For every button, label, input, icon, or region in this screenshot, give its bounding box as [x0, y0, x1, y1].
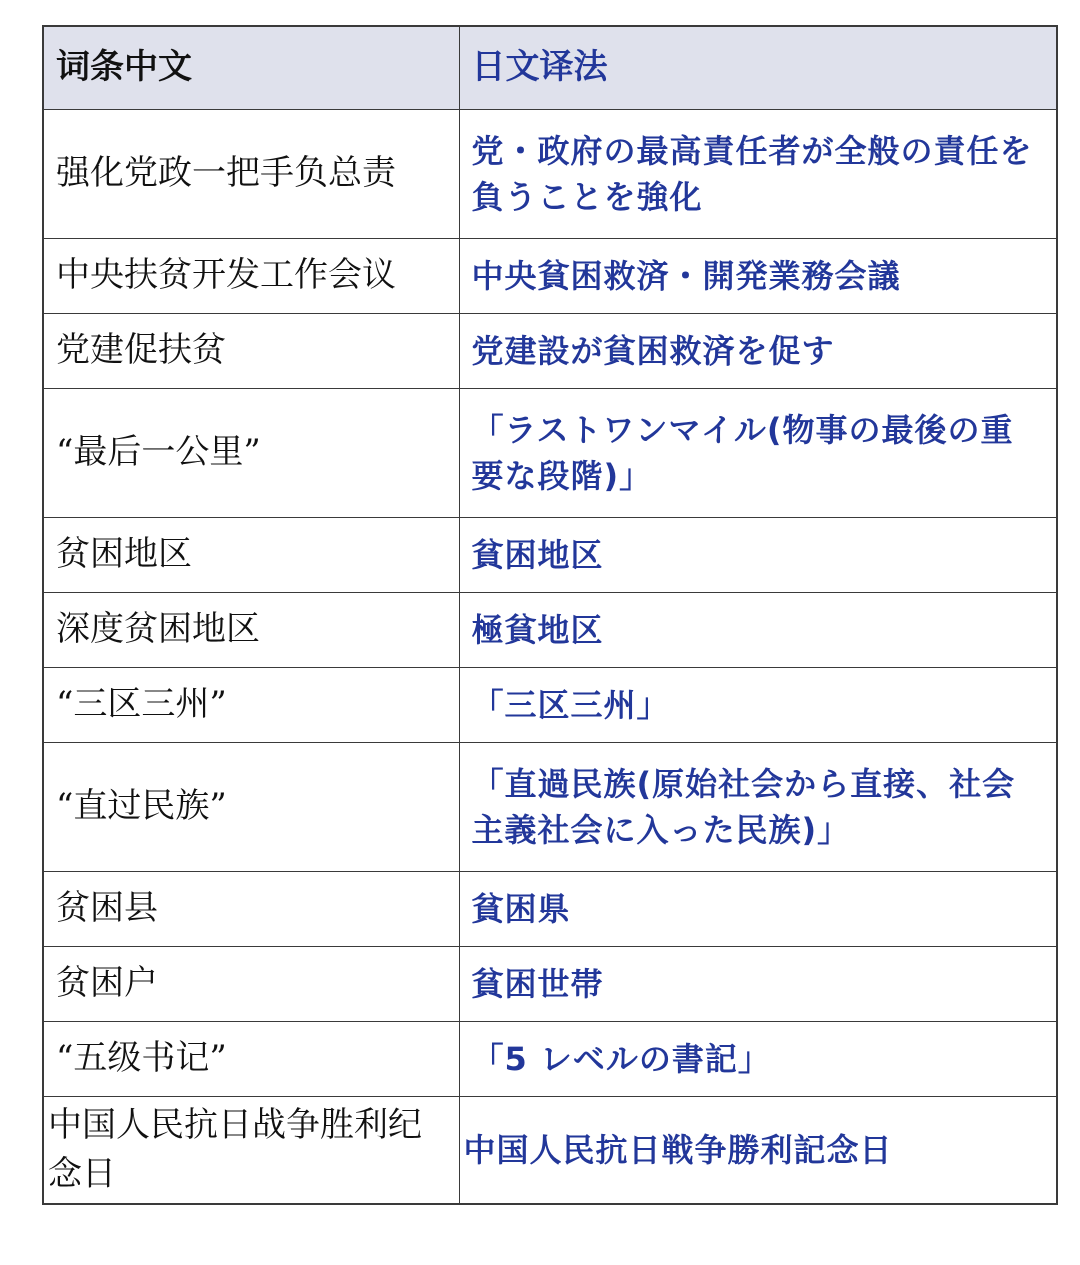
- japanese-translation-cell: 貧困県: [459, 872, 1057, 947]
- table-row: [43, 593, 1057, 668]
- table-row: [43, 743, 1057, 872]
- japanese-translation-cell: 党建設が貧困救済を促す: [459, 314, 1057, 389]
- chinese-term-cell: 强化党政一把手负总责: [43, 110, 459, 239]
- table-row: [43, 947, 1057, 1022]
- chinese-term-cell: 贫困户: [43, 947, 459, 1022]
- japanese-translation-cell: 「ラストワンマイル(物事の最後の重要な段階)」: [459, 389, 1057, 518]
- japanese-translation-cell: 貧困世帯: [459, 947, 1057, 1022]
- table-row: [43, 872, 1057, 947]
- japanese-translation-cell: 中央貧困救済・開発業務会議: [459, 239, 1057, 314]
- chinese-term-cell: 中央扶贫开发工作会议: [43, 239, 459, 314]
- chinese-term-cell: 贫困地区: [43, 518, 459, 593]
- chinese-term-cell: 深度贫困地区: [43, 593, 459, 668]
- header-row: [43, 26, 1057, 110]
- table-row: [43, 239, 1057, 314]
- glossary-table: [42, 25, 1058, 1205]
- table-row: [43, 1022, 1057, 1097]
- chinese-term-cell: 中国人民抗日战争胜利纪念日: [43, 1097, 459, 1205]
- chinese-term-cell: “直过民族”: [43, 743, 459, 872]
- table-row: [43, 668, 1057, 743]
- japanese-translation-cell: 「三区三州」: [459, 668, 1057, 743]
- table-row: [43, 110, 1057, 239]
- japanese-translation-cell: 極貧地区: [459, 593, 1057, 668]
- japanese-translation-cell: 中国人民抗日戦争勝利記念日: [459, 1097, 1057, 1205]
- japanese-translation-cell: 貧困地区: [459, 518, 1057, 593]
- chinese-term-cell: 贫困县: [43, 872, 459, 947]
- table-row: [43, 314, 1057, 389]
- table-row: [43, 389, 1057, 518]
- header-japanese-translation: 日文译法: [459, 26, 1057, 110]
- chinese-term-cell: 党建促扶贫: [43, 314, 459, 389]
- japanese-translation-cell: 党・政府の最高責任者が全般の責任を負うことを強化: [459, 110, 1057, 239]
- table-row: [43, 518, 1057, 593]
- chinese-term-cell: “最后一公里”: [43, 389, 459, 518]
- table-row: [43, 1097, 1057, 1205]
- japanese-translation-cell: 「直過民族(原始社会から直接、社会主義社会に入った民族)」: [459, 743, 1057, 872]
- header-chinese-term: 词条中文: [43, 26, 459, 110]
- japanese-translation-cell: 「5 レベルの書記」: [459, 1022, 1057, 1097]
- chinese-term-cell: “三区三州”: [43, 668, 459, 743]
- chinese-term-cell: “五级书记”: [43, 1022, 459, 1097]
